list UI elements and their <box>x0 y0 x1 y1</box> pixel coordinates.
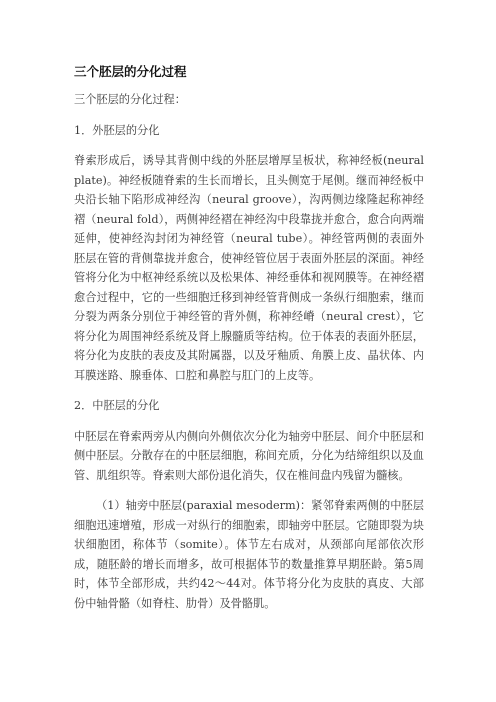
document-title: 三个胚层的分化过程 <box>74 64 187 79</box>
intro-text: 三个胚层的分化过程： <box>74 93 186 106</box>
section-1-body: 脊索形成后，诱导其背侧中线的外胚层增厚呈板状，称神经板(neural plate)。神经板随脊索的生长而增长，且头侧宽于尾侧。继而神经板中央沿长轴下陷形成神经沟（neural groove），沟两侧边缘隆起称神经褶（neural fold），两侧神经褶在神经沟中段靠拢并愈合，愈合向两端延伸，使神经沟封闭为神经管（neural tube）。神经管两侧的表面外胚层在管的背侧靠拢并愈合，使神经管位居于表面外胚层的深面。神经管将分化为中枢神经系统以及松果体、神经垂体和视网膜等。在神经褶愈合过程中，它的一些细胞迁移到神经管背侧成一条纵行细胞索，继而分裂为两条分别位于神经管的背外侧，称神经嵴（neural crest），它将分化为周围神经系统及肾上腺髓质等结构。位于体表的表面外胚层，将分化为皮肤的表皮及其附属器，以及牙釉质、角膜上皮、晶状体、内耳膜迷路、腺垂体、口腔和鼻腔与肛门的上皮等。 <box>74 154 424 382</box>
section-2-sub-1: （1）轴旁中胚层(paraxial mesoderm)：紧邻脊索两侧的中胚层细胞迅速增殖，形成一对纵行的细胞索，即轴旁中胚层。它随即裂为块状细胞团，称体节（somite）。体节左右成对，从颈部向尾部依次形成，随胚龄的增长而增多，故可根据体节的数量推算早期胚龄。第5周时，体节全部形成，共约42～44对。体节将分化为皮肤的真皮、大部份中轴骨骼（如脊柱、肋骨）及骨骼肌。 <box>74 499 424 610</box>
section-1-heading: 1．外胚层的分化 <box>74 123 160 137</box>
document-page <box>74 64 424 613</box>
section-2-body: 中胚层在脊索两旁从内侧向外侧依次分化为轴旁中胚层、间介中胚层和侧中胚层。分散存在的中胚层细胞，称间充质，分化为结缔组织以及血管、肌组织等。脊索则大部份退化消失，仅在椎间盘内残留为髓核。 <box>74 429 424 482</box>
section-2-heading: 2．中胚层的分化 <box>74 399 160 412</box>
